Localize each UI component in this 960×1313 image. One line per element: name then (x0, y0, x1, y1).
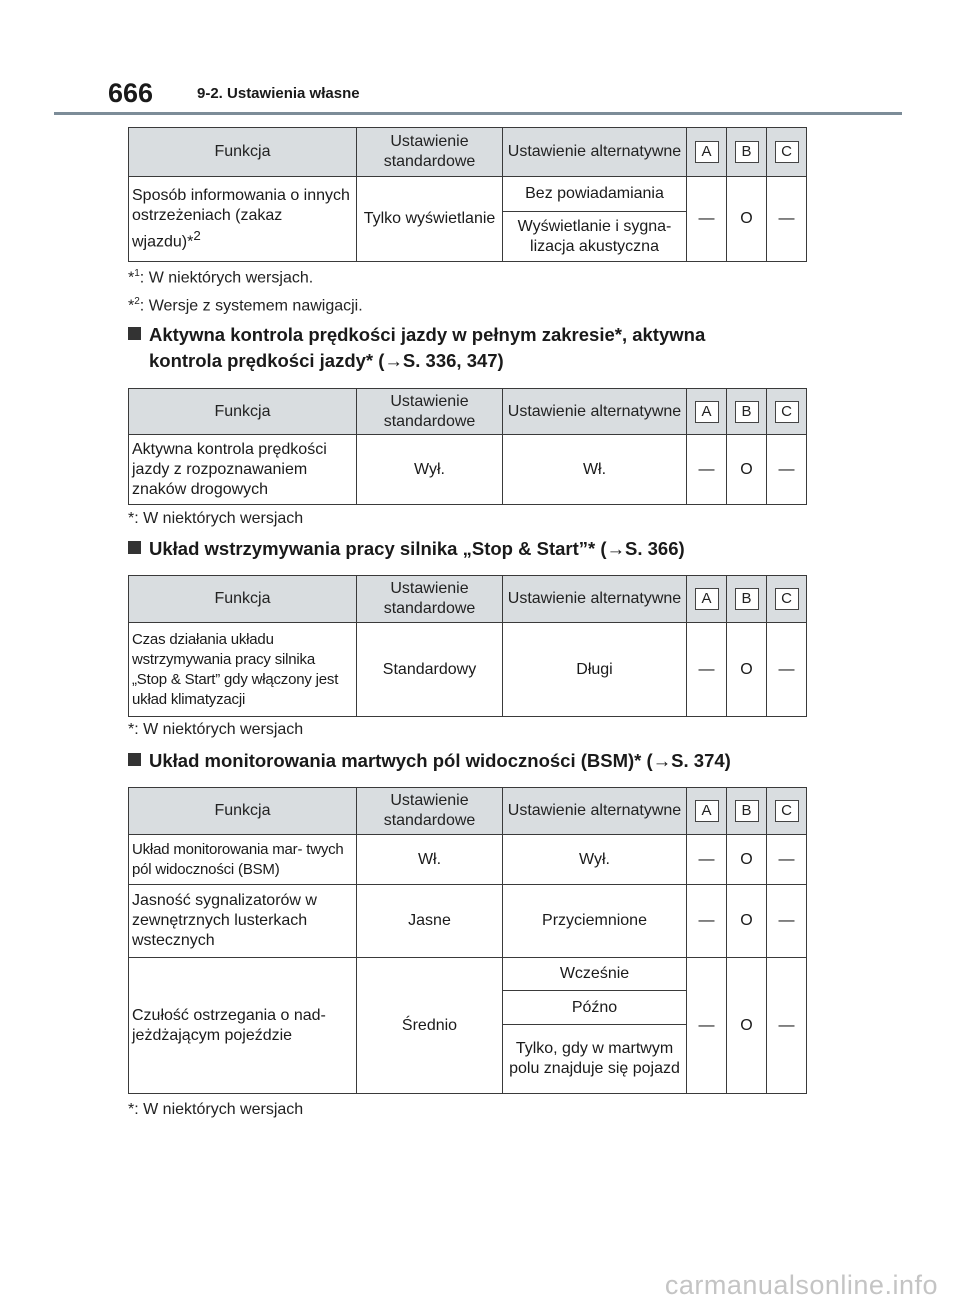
alternative-cell: Bez powiadamiania (503, 177, 687, 212)
alternative-cell: Przyciemnione (503, 885, 687, 958)
column-header-function: Funkcja (129, 128, 357, 177)
square-bullet-icon (128, 327, 141, 340)
function-cell: Czułość ostrzegania o nad- jeżdżającym pojeździe (129, 958, 357, 1094)
section-title: 9-2. Ustawienia własne (197, 85, 360, 102)
default-cell: Średnio (357, 958, 503, 1094)
function-cell: Jasność sygnalizatorów w zewnętrznych lusterkach wstecznych (129, 885, 357, 958)
function-cell: Sposób informowania o innych ostrzeżeniach (zakaz wjazdu)*$^2$ (129, 177, 357, 262)
page-number: 666 (108, 78, 154, 108)
column-header-alternative: Ustawienie alternatywne (503, 389, 687, 435)
column-header-b: B (727, 128, 767, 177)
alternative-cell: Wł. (503, 435, 687, 505)
column-header-a: A (687, 576, 727, 623)
alternative-cell: Późno (503, 991, 687, 1025)
column-header-c: C (767, 389, 807, 435)
default-cell: Tylko wyświetlanie (357, 177, 503, 262)
alternative-cell: Wył. (503, 835, 687, 885)
table-header-row (129, 389, 807, 435)
default-cell: Jasne (357, 885, 503, 958)
a-cell: — (687, 435, 727, 505)
column-header-a: A (687, 389, 727, 435)
watermark: carmanualsonline.info (664, 1270, 938, 1300)
table-cruise-control (128, 388, 807, 505)
function-cell: Aktywna kontrola prędkości jazdy z rozpoznawaniem znaków drogowych (129, 435, 357, 505)
alternative-cell: Tylko, gdy w martwym polu znajduje się pojazd (503, 1025, 687, 1094)
alternative-cell: Wcześnie (503, 958, 687, 991)
default-cell: Wł. (357, 835, 503, 885)
section-heading: Aktywna kontrola prędkości jazdy w pełnym zakresie*, aktywna kontrola prędkości jazdy* (→S. 336, 347) (128, 322, 828, 374)
footnote: *: W niektórych wersjach (128, 721, 304, 738)
c-cell: — (767, 835, 807, 885)
b-cell: O (727, 958, 767, 1094)
table-row (129, 885, 807, 958)
default-cell: Wył. (357, 435, 503, 505)
header-divider (54, 112, 902, 115)
table-warning-settings (128, 127, 807, 262)
b-cell: O (727, 835, 767, 885)
column-header-default: Ustawienie standardowe (357, 389, 503, 435)
b-cell: O (727, 885, 767, 958)
table-header-row (129, 128, 807, 177)
footnote: *: W niektórych wersjach (128, 1101, 304, 1118)
column-header-function: Funkcja (129, 576, 357, 623)
column-header-function: Funkcja (129, 788, 357, 835)
column-header-default: Ustawienie standardowe (357, 576, 503, 623)
column-header-function: Funkcja (129, 389, 357, 435)
table-row (129, 835, 807, 885)
table-row (129, 958, 807, 991)
table-bsm (128, 787, 807, 1094)
table-header-row (129, 576, 807, 623)
table-row (129, 623, 807, 717)
column-header-default: Ustawienie standardowe (357, 128, 503, 177)
a-cell: — (687, 177, 727, 262)
default-cell: Standardowy (357, 623, 503, 717)
b-cell: O (727, 623, 767, 717)
column-header-alternative: Ustawienie alternatywne (503, 788, 687, 835)
alternative-cell: Długi (503, 623, 687, 717)
column-header-a: A (687, 788, 727, 835)
c-cell: — (767, 885, 807, 958)
table-header-row (129, 788, 807, 835)
a-cell: — (687, 958, 727, 1094)
footnote: *$^2$: Wersje z systemem nawigacji. (128, 296, 363, 315)
square-bullet-icon (128, 541, 141, 554)
column-header-default: Ustawienie standardowe (357, 788, 503, 835)
column-header-alternative: Ustawienie alternatywne (503, 128, 687, 177)
function-cell: Czas działania układu wstrzymywania pracy silnika „Stop & Start” gdy włączony jest układ klimatyzacji (129, 623, 357, 717)
b-cell: O (727, 177, 767, 262)
column-header-alternative: Ustawienie alternatywne (503, 576, 687, 623)
footnote: *$^1$: W niektórych wersjach. (128, 268, 314, 287)
section-heading: Układ monitorowania martwych pól widoczności (BSM)* (→S. 374) (128, 748, 828, 774)
square-bullet-icon (128, 753, 141, 766)
c-cell: — (767, 177, 807, 262)
a-cell: — (687, 835, 727, 885)
c-cell: — (767, 623, 807, 717)
table-row (129, 177, 807, 212)
section-heading: Układ wstrzymywania pracy silnika „Stop & Start”* (→S. 366) (128, 536, 828, 562)
function-cell: Układ monitorowania mar- twych pól widoczności (BSM) (129, 835, 357, 885)
table-row (129, 435, 807, 505)
column-header-c: C (767, 128, 807, 177)
column-header-c: C (767, 788, 807, 835)
table-stop-start (128, 575, 807, 717)
c-cell: — (767, 958, 807, 1094)
column-header-a: A (687, 128, 727, 177)
alternative-cell: Wyświetlanie i sygna- lizacja akustyczna (503, 212, 687, 262)
column-header-b: B (727, 389, 767, 435)
footnote: *: W niektórych wersjach (128, 510, 304, 527)
column-header-b: B (727, 576, 767, 623)
b-cell: O (727, 435, 767, 505)
column-header-b: B (727, 788, 767, 835)
a-cell: — (687, 623, 727, 717)
a-cell: — (687, 885, 727, 958)
column-header-c: C (767, 576, 807, 623)
c-cell: — (767, 435, 807, 505)
